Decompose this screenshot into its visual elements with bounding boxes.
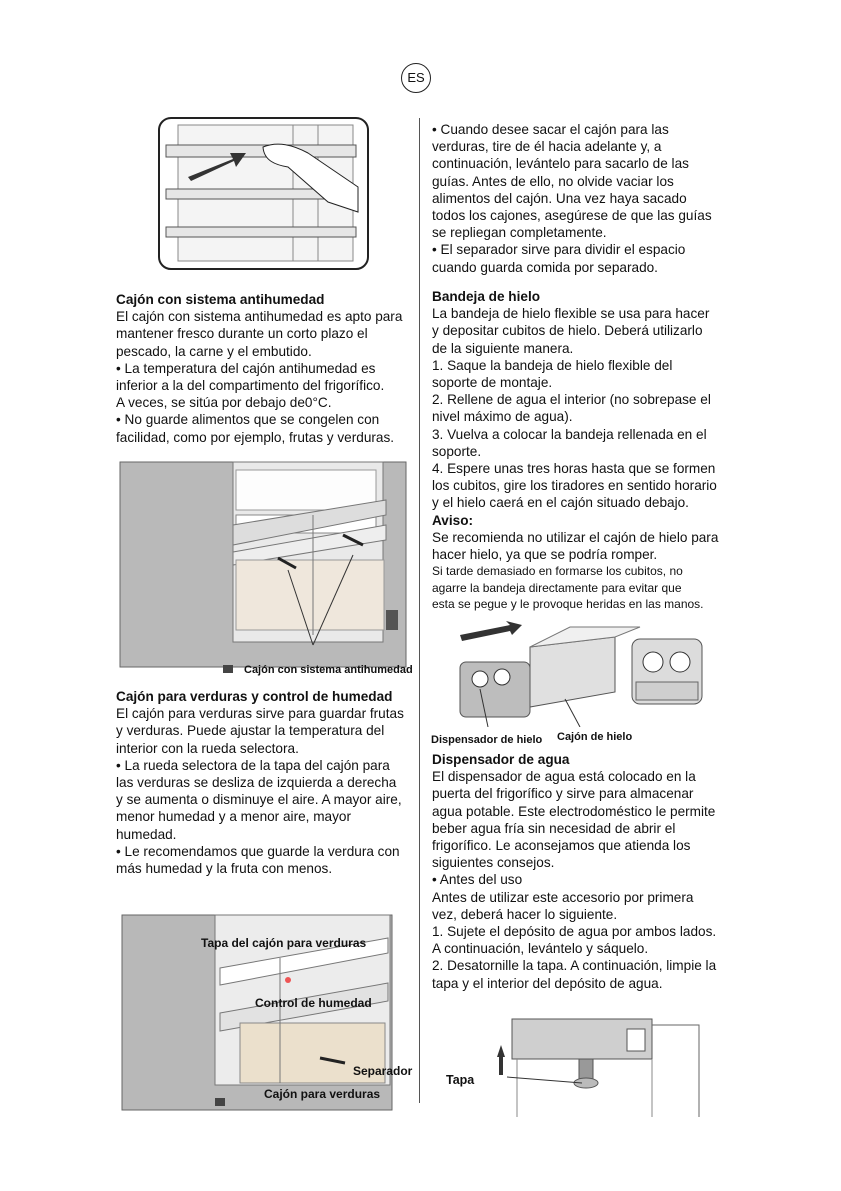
shelf-illustration bbox=[158, 117, 369, 270]
paragraph-line: pescado, la carne y el embutido. bbox=[116, 343, 312, 359]
paragraph-line: • No guarde alimentos que se congelen con bbox=[116, 412, 380, 428]
paragraph-line: • La rueda selectora de la tapa del cajón para bbox=[116, 757, 390, 773]
paragraph-line: soporte. bbox=[432, 443, 482, 459]
crisper-label: Cajón para verduras bbox=[264, 1087, 381, 1101]
paragraph-line: puerta del frigorífico y sirve para almacenar bbox=[432, 786, 694, 802]
paragraph-line: El cajón para verduras sirve para guardar frutas bbox=[116, 706, 404, 722]
paragraph-line: inferior a la del compartimento del frigorífico. bbox=[116, 378, 385, 394]
paragraph-line: todos los cajones, asegúrese de que las guías bbox=[432, 208, 712, 224]
paragraph-line: Antes de utilizar este accesorio por primera bbox=[432, 889, 694, 905]
ice-tray-section bbox=[432, 288, 732, 613]
paragraph-line: de la siguiente manera. bbox=[432, 340, 574, 356]
paragraph-line: mantener fresco durante un corto plazo el bbox=[116, 326, 368, 342]
paragraph-line: siguientes consejos. bbox=[432, 855, 555, 871]
paragraph-line: se repliegan completamente. bbox=[432, 225, 607, 241]
paragraph-line: menor humedad y a menor aire, mayor bbox=[116, 809, 351, 825]
section-title: Cajón para verduras y control de humedad bbox=[116, 689, 393, 704]
paragraph-line: Si tarde demasiado en formarse los cubitos, no bbox=[432, 564, 683, 579]
paragraph-line: 1. Sujete el depósito de agua por ambos lados. bbox=[432, 924, 717, 940]
column-divider bbox=[419, 118, 420, 1103]
paragraph-line: cuando guarda comida por separado. bbox=[432, 259, 658, 275]
paragraph-line: soporte de montaje. bbox=[432, 375, 553, 391]
paragraph-line: guías. Antes de ello, no olvide vaciar los bbox=[432, 173, 674, 189]
fridge-drawer-illustration bbox=[118, 460, 410, 675]
paragraph-line: y el hielo caerá en el cajón situado debajo. bbox=[432, 495, 689, 511]
anti-humidity-section bbox=[116, 291, 416, 446]
paragraph-line: La bandeja de hielo flexible se usa para hacer bbox=[432, 306, 710, 322]
paragraph-line: facilidad, como por ejemplo, frutas y verduras. bbox=[116, 429, 395, 445]
paragraph-line: y verduras. Puede ajustar la temperatura del bbox=[116, 723, 385, 739]
paragraph-line: • Antes del uso bbox=[432, 872, 523, 888]
paragraph-line: agarre la bandeja directamente para evitar que bbox=[432, 580, 682, 595]
section-title: Cajón con sistema antihumedad bbox=[116, 292, 325, 307]
language-badge: ES bbox=[401, 63, 431, 93]
paragraph-line: • Le recomendamos que guarde la verdura con bbox=[116, 843, 400, 859]
paragraph-line: humedad. bbox=[116, 826, 177, 842]
lid-label: Tapa del cajón para verduras bbox=[201, 936, 367, 950]
paragraph-line: El cajón con sistema antihumedad es apto para bbox=[116, 309, 403, 325]
paragraph-line: continuación, levántelo para sacarlo de las bbox=[432, 156, 689, 172]
paragraph-line: El dispensador de agua está colocado en la bbox=[432, 769, 696, 785]
paragraph-line: agua potable. Este electrodoméstico le permite bbox=[432, 803, 716, 819]
ice-drawer-illustration bbox=[440, 617, 720, 727]
paragraph-line: • El separador sirve para dividir el espacio bbox=[432, 242, 686, 258]
paragraph-line: 4. Espere unas tres horas hasta que se formen bbox=[432, 461, 716, 477]
notice-title: Aviso: bbox=[432, 512, 474, 528]
paragraph-line: hacer hielo, ya que se podría romper. bbox=[432, 547, 658, 563]
paragraph-line: beber agua fría sin necesidad de abrir el bbox=[432, 820, 676, 836]
paragraph-line: los cubitos, gire los tiradores en sentido horario bbox=[432, 478, 717, 494]
tank-lid-label: Tapa bbox=[446, 1073, 475, 1087]
section-title: Dispensador de agua bbox=[432, 752, 570, 767]
paragraph-line: verduras, tire de él hacia adelante y, a bbox=[432, 139, 662, 155]
paragraph-line: nivel máximo de agua). bbox=[432, 409, 573, 425]
paragraph-line: alimentos del cajón. Una vez haya sacado bbox=[432, 190, 687, 206]
ice-dispenser-label: Dispensador de hielo bbox=[431, 734, 543, 746]
paragraph-line: • La temperatura del cajón antihumedad es bbox=[116, 360, 376, 376]
paragraph-line: y se aumenta o disminuye el aire. A mayor aire, bbox=[116, 792, 402, 808]
paragraph-line: A continuación, levántelo y sáquelo. bbox=[432, 941, 649, 957]
paragraph-line: 3. Vuelva a colocar la bandeja rellenada en el bbox=[432, 426, 707, 442]
paragraph-line: A veces, se sitúa por debajo de0°C. bbox=[116, 395, 332, 411]
drawer-removal-section bbox=[432, 121, 732, 276]
section-title: Bandeja de hielo bbox=[432, 289, 541, 304]
separator-label: Separador bbox=[353, 1064, 413, 1078]
paragraph-line: Se recomienda no utilizar el cajón de hielo para bbox=[432, 529, 719, 545]
paragraph-line: vez, deberá hacer lo siguiente. bbox=[432, 906, 618, 922]
water-dispenser-section bbox=[432, 751, 732, 992]
paragraph-line: 2. Desatornille la tapa. A continuación, limpie la bbox=[432, 958, 717, 974]
paragraph-line: interior con la rueda selectora. bbox=[116, 740, 299, 756]
figure-caption: Cajón con sistema antihumedad bbox=[244, 664, 413, 676]
paragraph-line: tapa y el interior del depósito de agua. bbox=[432, 975, 663, 991]
water-tank-illustration bbox=[487, 1017, 702, 1117]
paragraph-line: frigorífico. Le aconsejamos que atienda los bbox=[432, 838, 691, 854]
crisper-section bbox=[116, 688, 416, 877]
paragraph-line: y depositar cubitos de hielo. Deberá utilizarlo bbox=[432, 323, 703, 339]
paragraph-line: 2. Rellene de agua el interior (no sobrepase el bbox=[432, 392, 711, 408]
ice-drawer-label: Cajón de hielo bbox=[557, 731, 633, 743]
paragraph-line: • Cuando desee sacar el cajón para las bbox=[432, 122, 669, 137]
paragraph-line: más humedad y la fruta con menos. bbox=[116, 861, 333, 877]
paragraph-line: las verduras se desliza de izquierda a derecha bbox=[116, 775, 397, 791]
humidity-control-label: Control de humedad bbox=[255, 996, 372, 1010]
paragraph-line: 1. Saque la bandeja de hielo flexible del bbox=[432, 357, 673, 373]
paragraph-line: esta se pegue y le provoque heridas en las manos. bbox=[432, 597, 704, 612]
